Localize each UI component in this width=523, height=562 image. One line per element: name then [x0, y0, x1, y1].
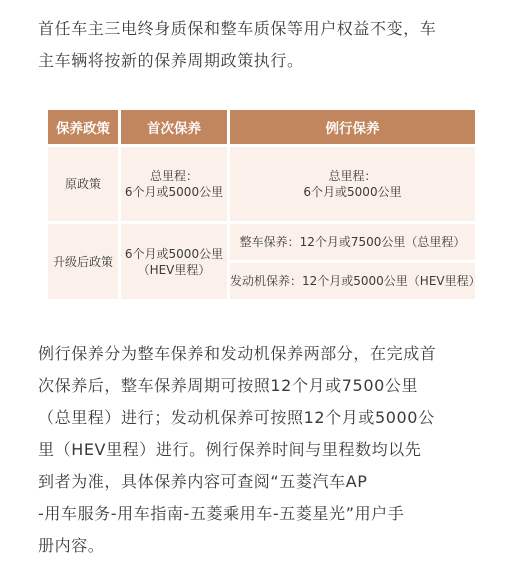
header-first-maintenance: 首次保养	[121, 110, 227, 144]
body-line: 例行保养分为整车保养和发动机保养两部分，在完成首	[38, 344, 437, 363]
body-paragraph	[38, 338, 492, 562]
cell-line: 6个月或5000公里	[303, 185, 402, 199]
routine-maintenance-original	[230, 147, 475, 221]
first-maintenance-upgraded	[121, 224, 227, 299]
maintenance-policy-table	[45, 107, 481, 302]
intro-line: 主车辆将按新的保养周期政策执行。	[38, 51, 304, 70]
cell-line: 总里程：	[328, 169, 377, 183]
intro-line: 首任车主三电终身质保和整车质保等用户权益不变，车	[38, 19, 437, 38]
body-line: 次保养后，整车保养周期可按照12个月或7500公里	[38, 376, 419, 395]
header-policy: 保养政策	[48, 110, 118, 144]
table-header-row	[48, 110, 475, 144]
table-row-original	[48, 147, 475, 221]
cell-line: 6个月或5000公里	[124, 185, 224, 199]
cell-line: （HEV里程）	[137, 262, 211, 277]
body-line: 到者为准，具体保养内容可查阅“五菱汽车AP	[38, 472, 368, 491]
routine-vehicle-upgraded: 整车保养：12个月或7500公里（总里程）	[230, 224, 475, 260]
policy-name-upgraded: 升级后政策	[48, 224, 118, 299]
routine-engine-upgraded: 发动机保养：12个月或5000公里（HEV里程）	[230, 263, 475, 299]
body-line: 里（HEV里程）进行。例行保养时间与里程数均以先	[38, 440, 422, 459]
cell-line: 6个月或5000公里	[124, 246, 224, 261]
body-line: 册内容。	[38, 536, 105, 555]
policy-name-original: 原政策	[48, 147, 118, 221]
header-routine-maintenance: 例行保养	[230, 110, 475, 144]
cell-line: 总里程：	[149, 169, 198, 183]
table-row-upgraded	[48, 224, 475, 260]
body-line: （总里程）进行；发动机保养可按照12个月或5000公	[38, 408, 435, 427]
first-maintenance-original	[121, 147, 227, 221]
body-line: -用车服务-用车指南-五菱乘用车-五菱星光”用户手	[38, 504, 405, 523]
intro-paragraph	[38, 13, 492, 77]
